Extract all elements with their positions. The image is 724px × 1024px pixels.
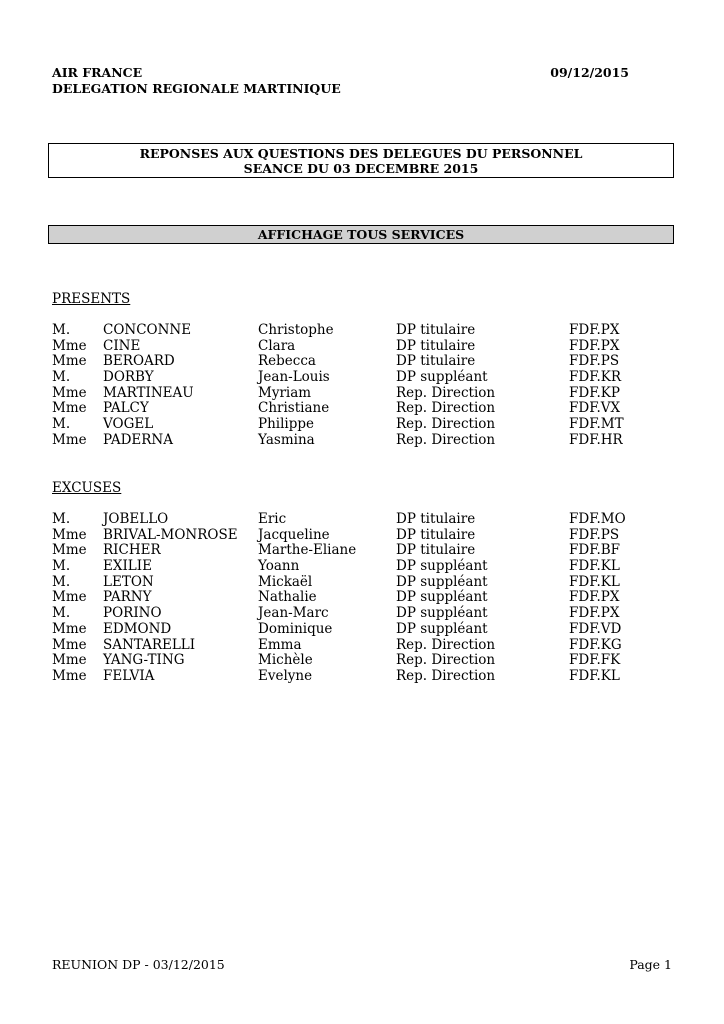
- row-prenom: Marthe-Eliane: [258, 542, 357, 559]
- row-service: FDF.PS: [569, 526, 620, 543]
- header-date: 09/12/2015: [550, 65, 629, 80]
- row-fonction: DP titulaire: [396, 542, 476, 559]
- row-service: FDF.KR: [569, 369, 621, 386]
- row-service: FDF.KL: [569, 667, 620, 684]
- footer-meeting: REUNION DP - 03/12/2015: [52, 957, 225, 972]
- row-service: FDF.KL: [569, 558, 620, 575]
- row-prenom: Rebecca: [258, 353, 316, 370]
- row-fonction: Rep. Direction: [396, 667, 496, 684]
- row-civilite: Mme: [52, 589, 87, 606]
- row-nom: PARNY: [103, 589, 152, 606]
- row-service: FDF.PX: [569, 589, 620, 606]
- row-nom: FELVIA: [103, 667, 155, 684]
- row-nom: EDMOND: [103, 620, 172, 637]
- row-service: FDF.VD: [569, 620, 622, 637]
- row-prenom: Evelyne: [258, 667, 313, 684]
- row-fonction: Rep. Direction: [396, 431, 496, 448]
- title-line-1: REPONSES AUX QUESTIONS DES DELEGUES DU PERSONNEL: [139, 146, 583, 161]
- row-prenom: Nathalie: [258, 589, 317, 606]
- title-box: [48, 143, 674, 178]
- row-nom: VOGEL: [103, 416, 154, 433]
- row-fonction: DP titulaire: [396, 526, 476, 543]
- row-civilite: M.: [52, 511, 71, 527]
- row-civilite: Mme: [52, 337, 87, 354]
- row-nom: CINE: [103, 337, 141, 354]
- row-nom: BRIVAL-MONROSE: [103, 526, 238, 543]
- row-fonction: DP titulaire: [396, 353, 476, 370]
- row-civilite: Mme: [52, 667, 87, 684]
- row-nom: SANTARELLI: [103, 636, 196, 653]
- row-nom: BEROARD: [103, 353, 175, 370]
- row-fonction: DP suppléant: [396, 605, 488, 622]
- row-prenom: Jean-Louis: [258, 369, 330, 386]
- row-service: FDF.FK: [569, 652, 621, 669]
- row-nom: PADERNA: [103, 431, 173, 448]
- row-nom: LETON: [103, 573, 154, 590]
- row-service: FDF.KG: [569, 636, 622, 653]
- title-line-2: SEANCE DU 03 DECEMBRE 2015: [243, 161, 479, 176]
- row-fonction: DP suppléant: [396, 558, 488, 575]
- row-service: FDF.MT: [569, 416, 624, 433]
- header-company: AIR FRANCE: [52, 65, 143, 80]
- row-service: FDF.KP: [569, 384, 620, 401]
- row-fonction: Rep. Direction: [396, 400, 496, 417]
- row-fonction: DP titulaire: [396, 511, 476, 527]
- row-fonction: DP suppléant: [396, 589, 488, 606]
- row-civilite: Mme: [52, 400, 87, 417]
- row-nom: PALCY: [103, 400, 149, 417]
- row-prenom: Christophe: [258, 322, 334, 338]
- row-civilite: Mme: [52, 353, 87, 370]
- row-prenom: Christiane: [258, 400, 330, 417]
- row-prenom: Emma: [258, 636, 302, 653]
- row-civilite: M.: [52, 558, 71, 575]
- row-civilite: Mme: [52, 652, 87, 669]
- row-service: FDF.HR: [569, 431, 623, 448]
- row-nom: JOBELLO: [103, 511, 169, 527]
- row-fonction: Rep. Direction: [396, 416, 496, 433]
- row-fonction: DP titulaire: [396, 337, 476, 354]
- row-prenom: Yasmina: [258, 431, 315, 448]
- presents-label: PRESENTS: [52, 291, 131, 307]
- row-fonction: Rep. Direction: [396, 384, 496, 401]
- row-nom: RICHER: [103, 542, 161, 559]
- row-civilite: M.: [52, 322, 71, 338]
- row-prenom: Jean-Marc: [258, 605, 329, 622]
- row-service: FDF.PX: [569, 337, 620, 354]
- row-prenom: Yoann: [258, 558, 300, 575]
- row-civilite: Mme: [52, 636, 87, 653]
- row-prenom: Dominique: [258, 620, 333, 637]
- row-civilite: M.: [52, 605, 71, 622]
- row-fonction: DP suppléant: [396, 573, 488, 590]
- row-fonction: Rep. Direction: [396, 636, 496, 653]
- row-prenom: Jacqueline: [258, 526, 330, 543]
- row-fonction: Rep. Direction: [396, 652, 496, 669]
- row-nom: CONCONNE: [103, 322, 192, 338]
- row-prenom: Eric: [258, 511, 287, 527]
- row-service: FDF.KL: [569, 573, 620, 590]
- row-civilite: Mme: [52, 542, 87, 559]
- row-service: FDF.PS: [569, 353, 620, 370]
- row-nom: MARTINEAU: [103, 384, 194, 401]
- row-fonction: DP titulaire: [396, 322, 476, 338]
- row-civilite: M.: [52, 573, 71, 590]
- row-service: FDF.BF: [569, 542, 621, 559]
- row-civilite: Mme: [52, 526, 87, 543]
- row-service: FDF.VX: [569, 400, 621, 417]
- row-civilite: Mme: [52, 620, 87, 637]
- section-box: [48, 225, 674, 244]
- row-nom: YANG-TING: [103, 652, 185, 669]
- row-prenom: Myriam: [258, 384, 312, 401]
- row-service: FDF.PX: [569, 322, 620, 338]
- row-fonction: DP suppléant: [396, 369, 488, 386]
- excuses-label: EXCUSES: [52, 480, 122, 496]
- row-civilite: M.: [52, 416, 71, 433]
- row-prenom: Mickaël: [258, 573, 313, 590]
- footer-page-number: Page 1: [629, 957, 672, 972]
- row-service: FDF.MO: [569, 511, 626, 527]
- header-delegation: DELEGATION REGIONALE MARTINIQUE: [52, 81, 341, 96]
- row-nom: PORINO: [103, 605, 162, 622]
- section-box-label: AFFICHAGE TOUS SERVICES: [257, 227, 465, 242]
- row-nom: EXILIE: [103, 558, 152, 575]
- row-civilite: Mme: [52, 431, 87, 448]
- row-civilite: Mme: [52, 384, 87, 401]
- row-prenom: Clara: [258, 337, 296, 354]
- row-fonction: DP suppléant: [396, 620, 488, 637]
- row-nom: DORBY: [103, 369, 154, 386]
- row-service: FDF.PX: [569, 605, 620, 622]
- row-prenom: Philippe: [258, 416, 315, 433]
- row-prenom: Michèle: [258, 652, 313, 669]
- row-civilite: M.: [52, 369, 71, 386]
